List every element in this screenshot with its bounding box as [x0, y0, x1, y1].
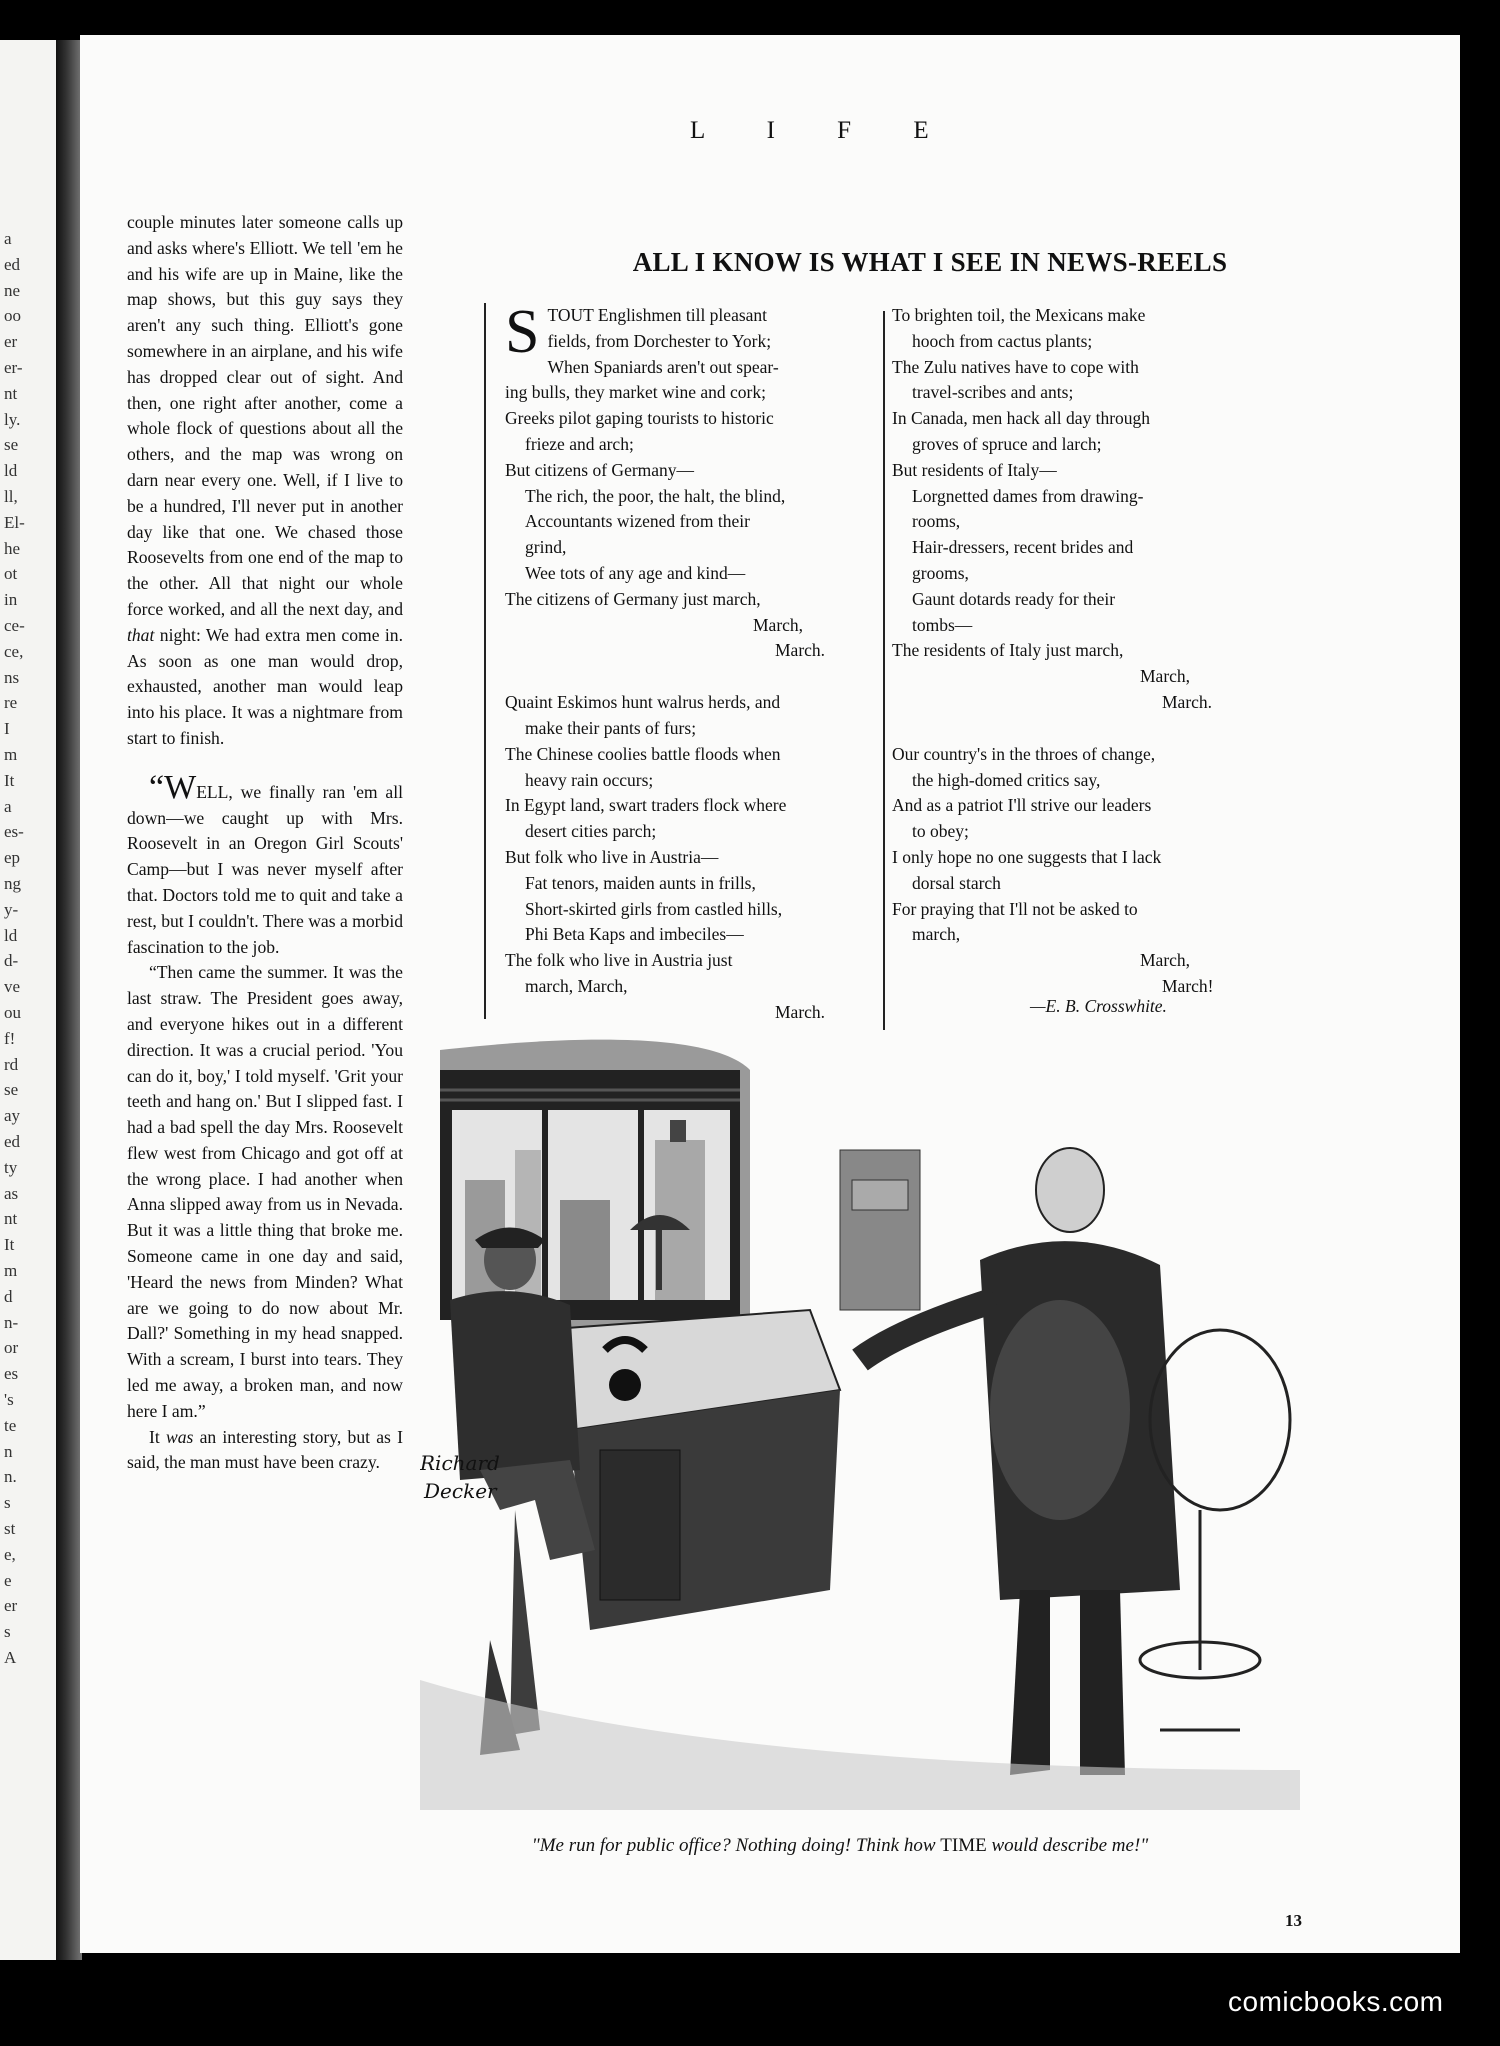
facing-page-fragment: er [4, 1596, 18, 1616]
facing-page-fragment: ce, [4, 641, 24, 661]
prose-paragraph-2 [127, 768, 403, 961]
poem-line: But residents of Italy— [892, 459, 1057, 480]
caption-text: would describe me!" [991, 1835, 1149, 1856]
poem-line: Hair-dressers, recent brides and [912, 537, 1134, 558]
poem-column-1 [505, 298, 857, 1026]
poem-line: Wee tots of any age and kind— [525, 562, 746, 583]
facing-page-fragment: he [4, 538, 21, 558]
poem-line: march, March, [525, 975, 628, 996]
poem-line: make their pants of furs; [525, 717, 697, 738]
facing-page-fragment: ll, [4, 487, 18, 506]
poem-line: In Canada, men hack all day through [892, 408, 1151, 429]
poem-line: The Zulu natives have to cope with [892, 356, 1139, 377]
facing-page-edge [0, 40, 56, 1960]
poem-line: To brighten toil, the Mexicans make [892, 305, 1146, 325]
facing-page-fragment: ld [4, 461, 18, 481]
poem-line: Phi Beta Kaps and imbeciles— [525, 924, 744, 945]
poem-line: The Chinese coolies battle floods when [505, 743, 781, 764]
facing-page-fragment: It [4, 1235, 15, 1255]
facing-page-fragment: a [4, 796, 12, 816]
prose-paragraph-1 [127, 210, 403, 752]
poem-line: heavy rain occurs; [525, 769, 654, 790]
facing-page-fragment: s [4, 1622, 11, 1642]
poem-line: groves of spruce and larch; [912, 433, 1102, 454]
drop-cap-s: S [505, 298, 540, 366]
prose-text: ELL, we finally ran 'em all down—we caught up with Mrs. Roosevelt in an Oregon Girl Scouts' Camp—but I was never myself after that. Doctors told me to quit and take a rest, but I couldn't. There was a morbid fascination to the job. [127, 781, 403, 957]
poem-byline: —E. B. Crosswhite. [1030, 996, 1167, 1016]
facing-page-fragment: ay [4, 1106, 21, 1126]
facing-page-fragment: I [4, 719, 10, 739]
poem-line: March. [775, 640, 826, 661]
facing-page-fragment: s [4, 1493, 11, 1513]
poem-line: And as a patriot I'll strive our leaders [892, 795, 1152, 816]
poem-line: Quaint Eskimos hunt walrus herds, and [505, 692, 781, 713]
poem-line: March, [1140, 950, 1191, 971]
facing-page-fragment: 's [4, 1390, 14, 1409]
facing-page-fragment: se [4, 1080, 19, 1100]
poem-line: fields, from Dorchester to York; [547, 330, 772, 351]
facing-page-fragment: er- [4, 358, 23, 377]
page-gutter [56, 40, 82, 1960]
facing-page-fragment: es [4, 1364, 19, 1384]
poem-line: rooms, [912, 511, 961, 532]
facing-page-fragment: ne [4, 280, 21, 300]
facing-page-fragment: n- [4, 1312, 19, 1332]
poem-line: hooch from cactus plants; [912, 330, 1093, 351]
artist-signature: Richard [420, 1451, 500, 1475]
facing-page-fragment: ed [4, 254, 21, 274]
poem-line: The folk who live in Austria just [505, 950, 733, 971]
poem-line: TOUT Englishmen till pleasant [547, 305, 768, 325]
facing-page-fragment: e, [4, 1544, 16, 1564]
poem-line: frieze and arch; [525, 433, 634, 454]
poem-line: March, [753, 614, 804, 635]
facing-page-fragment: nt [4, 383, 18, 403]
poem-line: Greeks pilot gaping tourists to historic [505, 408, 774, 429]
column-rule-left [484, 303, 486, 1019]
facing-page-fragment: ou [4, 1003, 21, 1022]
poem-line: Lorgnetted dames from drawing- [912, 485, 1144, 506]
facing-page-fragment: ed [4, 1132, 21, 1151]
facing-page-fragment: n. [4, 1467, 17, 1487]
poem-line: The rich, the poor, the halt, the blind, [525, 485, 786, 506]
poem-line: travel-scribes and ants; [912, 382, 1074, 403]
facing-page-fragment: se [4, 435, 19, 455]
poem-line [505, 664, 857, 690]
facing-page-fragment: ty [4, 1157, 18, 1177]
poem-line: When Spaniards aren't out spear- [547, 356, 779, 377]
poem-line: to obey; [912, 821, 969, 842]
poem-line: Accountants wizened from their [525, 511, 750, 532]
prose-text: night: We had extra men come in. As soon as one man would drop, exhausted, another man would leap into his place. It was a nightmare from start to finish. [127, 624, 403, 748]
facing-page-fragment: te [4, 1415, 17, 1435]
facing-page-fragment: ve [4, 977, 21, 997]
poem-line: desert cities parch; [525, 821, 657, 842]
facing-page-fragment: oo [4, 306, 21, 326]
facing-page-fragment: ep [4, 848, 21, 868]
drop-cap-w: “W [149, 768, 197, 806]
facing-page-fragment: ot [4, 564, 18, 584]
page-number: 13 [1285, 1911, 1302, 1930]
poem-line: tombs— [912, 614, 973, 635]
poem-line: grooms, [912, 562, 969, 583]
facing-page-fragment: e [4, 1570, 12, 1590]
facing-page-fragment: m [4, 745, 18, 764]
poem-line: Short-skirted girls from castled hills, [525, 898, 783, 919]
poem-line: March. [775, 1001, 826, 1022]
facing-page-fragment: ce- [4, 616, 25, 635]
watermark: comicbooks.com [1228, 1986, 1444, 2017]
prose-text: couple minutes later someone calls up and asks where's Elliott. We tell 'em he and his wife are up in Maine, like the map shows, but this guy says they aren't any such thing. Elliott's gone somewhere in an airplane, and his wife has dropped clear out of sight. And then, one right after another, come a whole flock of questions about all the others, and the map was wrong on darn near every one. Well, if I live to be a hundred, I'll never put in another day like that one. We chased those Roosevelts from one end of the map to the other. All that night our whole force worked, and all the next day, and [127, 212, 403, 619]
column-rule-right [883, 311, 885, 1031]
prose-italic: that [127, 624, 155, 645]
cartoon-illustration [420, 1030, 1310, 1810]
prose-text: It [149, 1426, 160, 1447]
poem-line: March, [1140, 666, 1191, 687]
facing-page-fragment: ng [4, 874, 21, 893]
facing-page-fragment: It [4, 770, 15, 790]
facing-page-fragment: y- [4, 899, 19, 919]
facing-page-fragment: es- [4, 822, 24, 842]
running-head: L I F E [690, 117, 957, 144]
poem-line: But citizens of Germany— [505, 459, 695, 480]
poem-line: grind, [525, 537, 567, 558]
artist-signature: Decker [424, 1479, 497, 1503]
poem-line: In Egypt land, swart traders flock where [505, 795, 787, 816]
poem-line: Our country's in the throes of change, [892, 743, 1156, 764]
prose-italic: was [165, 1426, 194, 1447]
caption-text: TIME [940, 1835, 987, 1856]
magazine-page [80, 35, 1460, 1953]
facing-page-fragment: er [4, 332, 18, 352]
facing-page-fragment: El- [4, 512, 25, 532]
facing-page-fragment: a [4, 229, 12, 248]
poem-title: ALL I KNOW IS WHAT I SEE IN NEWS-REELS [632, 247, 1228, 277]
poem-line: Fat tenors, maiden aunts in frills, [525, 872, 756, 893]
facing-page-fragment: as [4, 1183, 19, 1203]
facing-page-fragment: rd [4, 1054, 19, 1074]
facing-page-fragment: ly. [4, 409, 21, 429]
facing-page-fragment: n [4, 1441, 13, 1461]
facing-page-fragment: st [4, 1519, 16, 1538]
facing-page-fragment: in [4, 590, 18, 610]
prose-paragraph-3: “Then came the summer. It was the last straw. The President goes away, and everyone hikes out in a different direction. It was a crucial period. 'You can do it, boy,' I told myself. 'Grit your teeth and hang on.' But I slipped fast. I had a bad spell the day Mrs. Roosevelt flew west from Chicago and got off at the wrong place. I had another when Anna slipped away from us in Nevada. But it was a little thing that broke me. Someone came in one day and said, 'Heard the news from Minden? What are we going to do now about Mr. Dall?' Something in my head snapped. With a scream, I burst into tears. They led me away, a broken man, and now here I am.” [127, 962, 403, 1421]
poem-line: ing bulls, they market wine and cork; [505, 382, 766, 403]
facing-page-fragment: re [4, 693, 18, 713]
poem-line: The residents of Italy just march, [892, 640, 1124, 661]
poem-line: march, [912, 924, 961, 945]
prose-column [127, 210, 403, 1476]
poem-line: Gaunt dotards ready for their [912, 588, 1116, 609]
poem-line: the high-domed critics say, [912, 769, 1101, 790]
caption-text: "Me run for public office? Nothing doing! Think how [531, 1835, 936, 1856]
facing-page-fragment: ld [4, 925, 18, 945]
facing-page-fragment: ns [4, 667, 20, 687]
poem-column-2 [892, 303, 1244, 1000]
poem-line: But folk who live in Austria— [505, 846, 719, 867]
facing-page-fragment: m [4, 1261, 18, 1280]
facing-page-fragment: or [4, 1338, 19, 1358]
poem-line: For praying that I'll not be asked to [892, 898, 1138, 919]
poem-line [892, 716, 1244, 742]
cartoon-caption [360, 1835, 1320, 1857]
poem-line: I only hope no one suggests that I lack [892, 846, 1162, 867]
facing-page-fragment: d [4, 1286, 13, 1306]
poem-line: dorsal starch [912, 872, 1001, 893]
facing-page-fragment: A [4, 1648, 17, 1667]
poem-line: March! [1162, 975, 1214, 996]
poem-line: The citizens of Germany just march, [505, 588, 761, 609]
prose-text: an interesting story, but as I said, the man must have been crazy. [127, 1426, 403, 1473]
prose-paragraph-4 [127, 1425, 403, 1477]
facing-page-fragment: f! [4, 1028, 16, 1048]
facing-page-fragment: d- [4, 951, 19, 971]
facing-page-fragment: nt [4, 1209, 18, 1229]
poem-line: March. [1162, 691, 1213, 712]
